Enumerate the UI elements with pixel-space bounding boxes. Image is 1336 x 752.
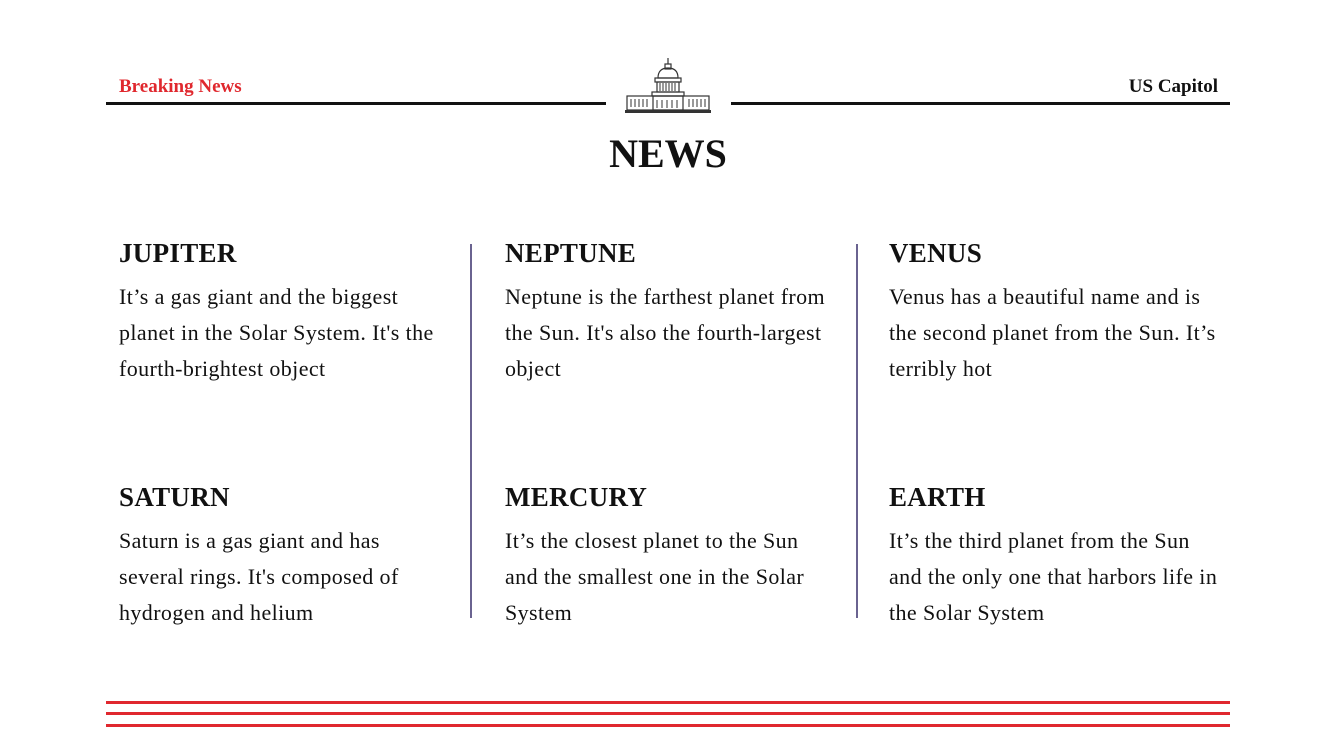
article-body: It’s a gas giant and the biggest planet in the Solar System. It's the fourth-brightest object bbox=[119, 284, 434, 381]
article-earth bbox=[889, 482, 1219, 631]
article-title: SATURN bbox=[119, 482, 230, 512]
header-rule-left bbox=[106, 102, 606, 105]
page-title: NEWS bbox=[609, 131, 727, 176]
article-venus bbox=[889, 238, 1219, 387]
breaking-news-label: Breaking News bbox=[119, 76, 242, 97]
article-jupiter bbox=[119, 238, 449, 387]
article-body: Neptune is the farthest planet from the Sun. It's also the fourth-largest object bbox=[505, 284, 826, 381]
article-title: NEPTUNE bbox=[505, 238, 637, 268]
article-body: Saturn is a gas giant and has several rings. It's composed of hydrogen and helium bbox=[119, 528, 399, 625]
article-title: JUPITER bbox=[119, 238, 237, 268]
article-title: MERCURY bbox=[505, 482, 648, 512]
article-body: Venus has a beautiful name and is the second planet from the Sun. It’s terribly hot bbox=[889, 284, 1216, 381]
article-title: VENUS bbox=[889, 238, 983, 268]
footer-rule bbox=[106, 701, 1230, 704]
article-neptune bbox=[505, 238, 835, 387]
article-title: EARTH bbox=[889, 482, 986, 512]
footer-rule bbox=[106, 724, 1230, 727]
column-divider bbox=[470, 244, 472, 618]
column-divider bbox=[856, 244, 858, 618]
article-body: It’s the third planet from the Sun and the only one that harbors life in the Solar System bbox=[889, 528, 1218, 625]
header-rule-right bbox=[731, 102, 1230, 105]
article-body: It’s the closest planet to the Sun and the smallest one in the Solar System bbox=[505, 528, 805, 625]
footer-rule bbox=[106, 712, 1230, 715]
article-mercury bbox=[505, 482, 835, 631]
capitol-icon bbox=[625, 56, 711, 114]
article-saturn bbox=[119, 482, 449, 631]
us-capitol-label: US Capitol bbox=[1128, 76, 1218, 97]
